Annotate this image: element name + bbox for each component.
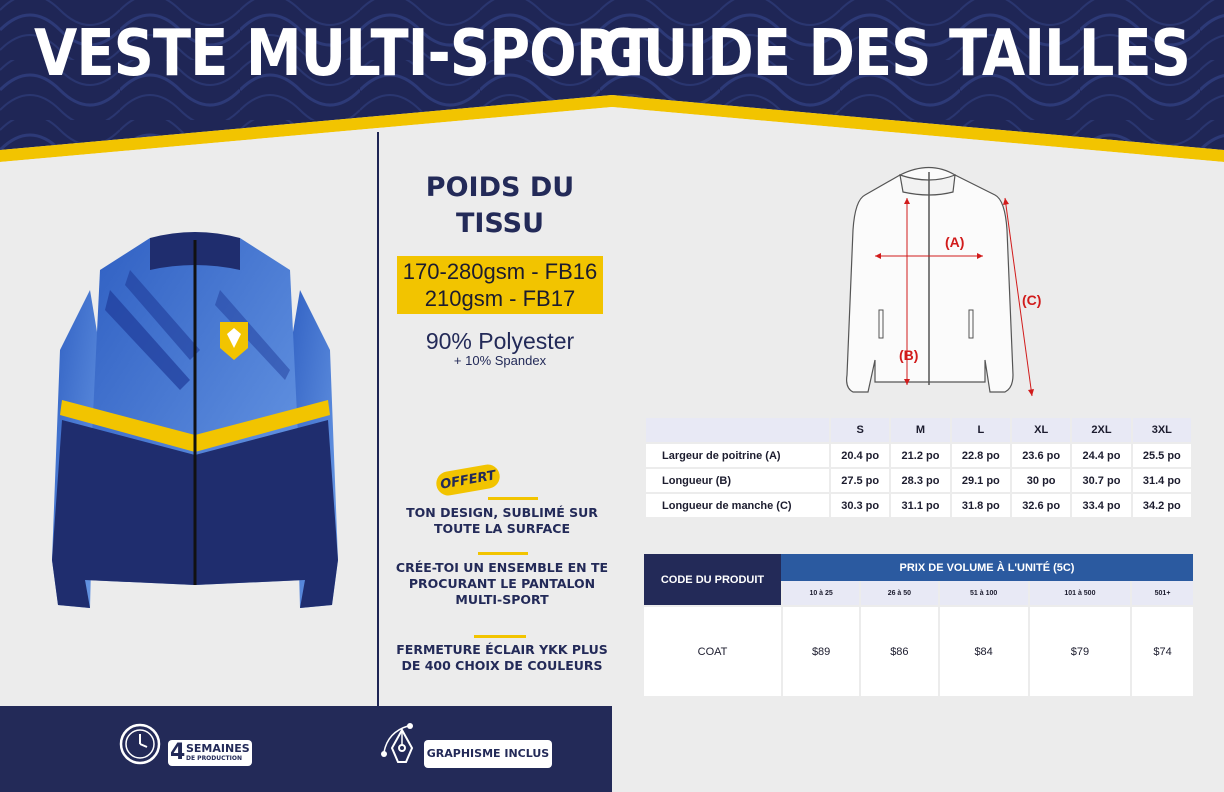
weeks-label: SEMAINES xyxy=(186,742,250,755)
table-cell: 23.6 po xyxy=(1012,444,1070,467)
table-row xyxy=(646,469,1191,492)
product-title: VESTE MULTI-SPORT xyxy=(34,16,653,91)
table-cell: 31.1 po xyxy=(891,494,949,517)
table-cell: 24.4 po xyxy=(1072,444,1130,467)
price-cell: $86 xyxy=(859,605,937,696)
table-cell: 31.8 po xyxy=(952,494,1010,517)
size-header: 3XL xyxy=(1133,418,1191,442)
product-code-header: CODE DU PRODUIT xyxy=(644,554,781,605)
table-cell: 21.2 po xyxy=(891,444,949,467)
feature-ensemble: CRÉE-TOI UN ENSEMBLE EN TE PROCURANT LE PANTALON MULTI-SPORT xyxy=(395,560,609,607)
table-cell: 30.3 po xyxy=(831,494,889,517)
vertical-divider xyxy=(377,132,379,706)
size-header: S xyxy=(831,418,889,442)
row-label: Longueur (B) xyxy=(646,469,829,492)
table-cell: 29.1 po xyxy=(952,469,1010,492)
jacket-illustration xyxy=(50,230,340,615)
quantity-header: 51 à 100 xyxy=(938,581,1028,605)
size-header: L xyxy=(952,418,1010,442)
price-header-row xyxy=(644,554,1193,581)
volume-price-header: PRIX DE VOLUME À L'UNITÉ (5C) xyxy=(781,554,1193,581)
yellow-rule xyxy=(478,552,528,555)
label-c: (C) xyxy=(1022,292,1042,308)
size-header: XL xyxy=(1012,418,1070,442)
yellow-rule xyxy=(488,497,538,500)
table-cell: 30 po xyxy=(1012,469,1070,492)
quantity-header: 501+ xyxy=(1130,581,1193,605)
size-diagram xyxy=(835,160,1045,405)
yellow-rule xyxy=(474,635,526,638)
weeks-sub: DE PRODUCTION xyxy=(186,755,242,762)
table-cell: 31.4 po xyxy=(1133,469,1191,492)
quantity-header: 26 à 50 xyxy=(859,581,937,605)
table-cell: 22.8 po xyxy=(952,444,1010,467)
size-table xyxy=(644,416,1193,519)
design-included-badge: GRAPHISME INCLUS xyxy=(424,740,552,768)
pen-tool-icon xyxy=(378,722,426,770)
feature-zipper: FERMETURE ÉCLAIR YKK PLUS DE 400 CHOIX DE COULEURS xyxy=(396,642,608,673)
offert-label: OFFERT xyxy=(434,463,501,498)
feature-design: TON DESIGN, SUBLIMÉ SUR TOUTE LA SURFACE xyxy=(406,505,598,536)
fabric-weight-title: POIDS DU TISSU xyxy=(425,172,575,239)
fabric-weight-1: 170-280gsm - FB16 xyxy=(402,259,598,284)
price-cell: $89 xyxy=(781,605,859,696)
table-cell: 27.5 po xyxy=(831,469,889,492)
row-label: Largeur de poitrine (A) xyxy=(646,444,829,467)
clock-icon xyxy=(118,722,162,766)
size-header-row xyxy=(646,418,1191,442)
production-weeks-badge xyxy=(168,740,252,766)
offert-badge xyxy=(436,462,502,498)
fabric-composition: 90% Polyester xyxy=(425,328,575,354)
row-label: Longueur de manche (C) xyxy=(646,494,829,517)
table-cell: 30.7 po xyxy=(1072,469,1130,492)
size-guide-title: GUIDE DES TAILLES xyxy=(597,16,1190,91)
table-row xyxy=(646,494,1191,517)
table-row xyxy=(644,605,1193,696)
fabric-info xyxy=(385,170,615,368)
fabric-weight-box xyxy=(397,256,603,314)
price-cell: $84 xyxy=(938,605,1028,696)
size-header-empty xyxy=(646,418,829,442)
label-b: (B) xyxy=(899,347,919,363)
size-header: M xyxy=(891,418,949,442)
table-cell: 20.4 po xyxy=(831,444,889,467)
fabric-weight-2: 210gsm - FB17 xyxy=(424,286,576,311)
price-table xyxy=(644,554,1193,696)
price-cell: $74 xyxy=(1130,605,1193,696)
fabric-composition-sub: + 10% Spandex xyxy=(453,353,547,368)
weeks-number: 4 xyxy=(170,740,186,765)
product-code: COAT xyxy=(644,605,781,696)
jacket-outline xyxy=(835,160,1045,405)
table-cell: 25.5 po xyxy=(1133,444,1191,467)
label-a: (A) xyxy=(945,234,965,250)
table-cell: 34.2 po xyxy=(1133,494,1191,517)
size-header: 2XL xyxy=(1072,418,1130,442)
quantity-header: 101 à 500 xyxy=(1028,581,1130,605)
table-row xyxy=(646,444,1191,467)
quantity-header: 10 à 25 xyxy=(781,581,859,605)
table-cell: 28.3 po xyxy=(891,469,949,492)
table-cell: 33.4 po xyxy=(1072,494,1130,517)
table-cell: 32.6 po xyxy=(1012,494,1070,517)
price-cell: $79 xyxy=(1028,605,1130,696)
header-banner xyxy=(0,0,1224,175)
